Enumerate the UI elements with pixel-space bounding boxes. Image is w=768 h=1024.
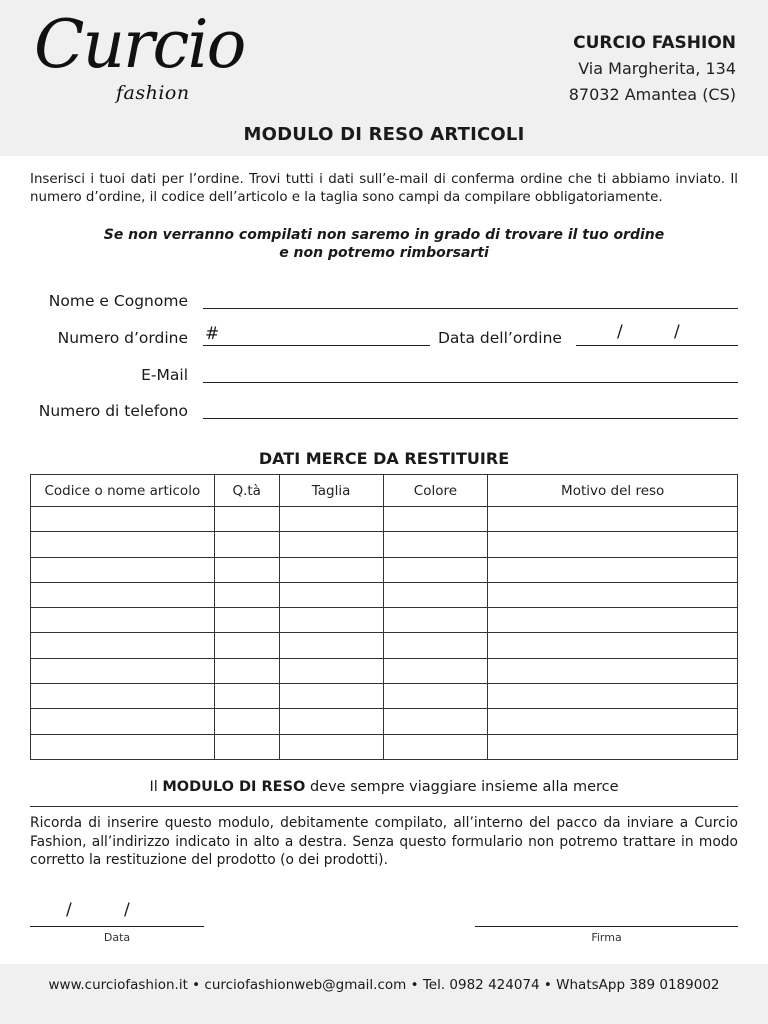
column-header-color: Colore xyxy=(383,475,488,507)
table-cell[interactable] xyxy=(31,734,215,759)
table-row xyxy=(31,532,738,557)
intro-text: Inserisci i tuoi dati per l’ordine. Trovi tutti i dati sull’e-mail di conferma ordine che ti abbiamo inviato. Il numero d’ordine, il codice dell’articolo e la taglia sono campi da compilare obbligatoriamente. xyxy=(30,172,738,205)
order-number-prefix: # xyxy=(205,324,220,344)
order-date-separator-1: / xyxy=(617,322,623,342)
table-cell[interactable] xyxy=(383,608,488,633)
table-cell[interactable] xyxy=(279,582,383,607)
table-cell[interactable] xyxy=(488,684,738,709)
table-cell[interactable] xyxy=(383,507,488,532)
table-cell[interactable] xyxy=(488,507,738,532)
table-row xyxy=(31,582,738,607)
table-cell[interactable] xyxy=(214,658,279,683)
table-cell[interactable] xyxy=(31,582,215,607)
signature-field[interactable] xyxy=(475,926,738,927)
order-date-field[interactable] xyxy=(576,345,738,346)
column-header-code: Codice o nome articolo xyxy=(31,475,215,507)
email-label: E-Mail xyxy=(141,366,188,384)
notice-emphasis: MODULO DI RESO xyxy=(162,779,306,795)
table-cell[interactable] xyxy=(31,608,215,633)
table-cell[interactable] xyxy=(214,684,279,709)
table-cell[interactable] xyxy=(383,582,488,607)
table-cell[interactable] xyxy=(383,709,488,734)
table-row xyxy=(31,734,738,759)
table-cell[interactable] xyxy=(488,633,738,658)
table-row xyxy=(31,633,738,658)
signature-date-separator-1: / xyxy=(66,900,72,920)
table-cell[interactable] xyxy=(279,684,383,709)
table-row xyxy=(31,684,738,709)
table-row xyxy=(31,557,738,582)
email-field[interactable] xyxy=(203,382,738,383)
table-cell[interactable] xyxy=(214,734,279,759)
table-cell[interactable] xyxy=(279,633,383,658)
table-row xyxy=(31,658,738,683)
table-cell[interactable] xyxy=(31,658,215,683)
table-cell[interactable] xyxy=(488,658,738,683)
company-name: CURCIO FASHION xyxy=(573,33,736,53)
footer-contacts: www.curciofashion.it • curciofashionweb@gmail.com • Tel. 0982 424074 • WhatsApp 389 0189002 xyxy=(48,977,720,993)
company-street: Via Margherita, 134 xyxy=(578,59,736,78)
table-cell[interactable] xyxy=(214,633,279,658)
return-items-table xyxy=(30,474,738,760)
items-section-title: DATI MERCE DA RESTITUIRE xyxy=(258,449,510,468)
warning-line-2: e non potremo rimborsarti xyxy=(279,245,489,261)
table-row xyxy=(31,608,738,633)
table-cell[interactable] xyxy=(214,582,279,607)
order-date-separator-2: / xyxy=(674,322,680,342)
logo-subtitle: fashion xyxy=(116,82,190,104)
table-cell[interactable] xyxy=(279,608,383,633)
table-cell[interactable] xyxy=(214,557,279,582)
signature-date-label: Data xyxy=(103,931,131,944)
table-cell[interactable] xyxy=(31,684,215,709)
brand-logo xyxy=(34,6,254,108)
table-header-row xyxy=(31,475,738,507)
phone-label: Numero di telefono xyxy=(38,402,188,420)
table-cell[interactable] xyxy=(31,557,215,582)
table-cell[interactable] xyxy=(279,658,383,683)
header-band xyxy=(0,0,768,156)
notice-prefix: Il xyxy=(149,779,158,795)
table-cell[interactable] xyxy=(279,532,383,557)
warning-text xyxy=(30,226,738,262)
table-cell[interactable] xyxy=(488,709,738,734)
table-cell[interactable] xyxy=(383,633,488,658)
signature-date-field[interactable] xyxy=(30,926,204,927)
table-cell[interactable] xyxy=(279,709,383,734)
table-cell[interactable] xyxy=(383,557,488,582)
form-title: MODULO DI RESO ARTICOLI xyxy=(243,124,525,145)
name-field[interactable] xyxy=(203,308,738,309)
order-number-label: Numero d’ordine xyxy=(57,329,188,347)
table-cell[interactable] xyxy=(488,734,738,759)
reminder-text: Ricorda di inserire questo modulo, debitamente compilato, all’interno del pacco da inviare a Curcio Fashion, all’indirizzo indicato in alto a destra. Senza questo formulario non potremo trattare in modo corretto la restituzione del prodotto (o dei prodotti). xyxy=(30,815,738,868)
company-address-block xyxy=(569,30,736,108)
footer-band xyxy=(0,964,768,1024)
table-cell[interactable] xyxy=(488,557,738,582)
table-cell[interactable] xyxy=(279,557,383,582)
table-cell[interactable] xyxy=(31,532,215,557)
table-row xyxy=(31,709,738,734)
table-cell[interactable] xyxy=(383,532,488,557)
table-cell[interactable] xyxy=(214,709,279,734)
table-cell[interactable] xyxy=(279,734,383,759)
table-cell[interactable] xyxy=(214,608,279,633)
notice-suffix: deve sempre viaggiare insieme alla merce xyxy=(309,779,619,795)
table-cell[interactable] xyxy=(31,507,215,532)
signature-date-separator-2: / xyxy=(124,900,130,920)
table-cell[interactable] xyxy=(488,582,738,607)
table-cell[interactable] xyxy=(279,507,383,532)
warning-line-1: Se non verranno compilati non saremo in grado di trovare il tuo ordine xyxy=(103,227,665,243)
column-header-size: Taglia xyxy=(279,475,383,507)
table-cell[interactable] xyxy=(488,532,738,557)
notice-text xyxy=(0,779,768,795)
table-cell[interactable] xyxy=(31,709,215,734)
column-header-reason: Motivo del reso xyxy=(488,475,738,507)
order-number-field[interactable] xyxy=(203,345,430,346)
column-header-quantity: Q.tà xyxy=(214,475,279,507)
divider xyxy=(30,806,738,807)
table-cell[interactable] xyxy=(214,507,279,532)
table-cell[interactable] xyxy=(383,658,488,683)
table-cell[interactable] xyxy=(383,684,488,709)
table-cell[interactable] xyxy=(488,608,738,633)
table-cell[interactable] xyxy=(214,532,279,557)
table-row xyxy=(31,507,738,532)
table-cell[interactable] xyxy=(383,734,488,759)
company-city: 87032 Amantea (CS) xyxy=(568,85,736,104)
order-date-label: Data dell’ordine xyxy=(438,329,562,347)
name-label: Nome e Cognome xyxy=(48,292,188,310)
table-cell[interactable] xyxy=(31,633,215,658)
signature-label: Firma xyxy=(591,931,622,944)
phone-field[interactable] xyxy=(203,418,738,419)
logo-wordmark: Curcio xyxy=(34,6,245,83)
